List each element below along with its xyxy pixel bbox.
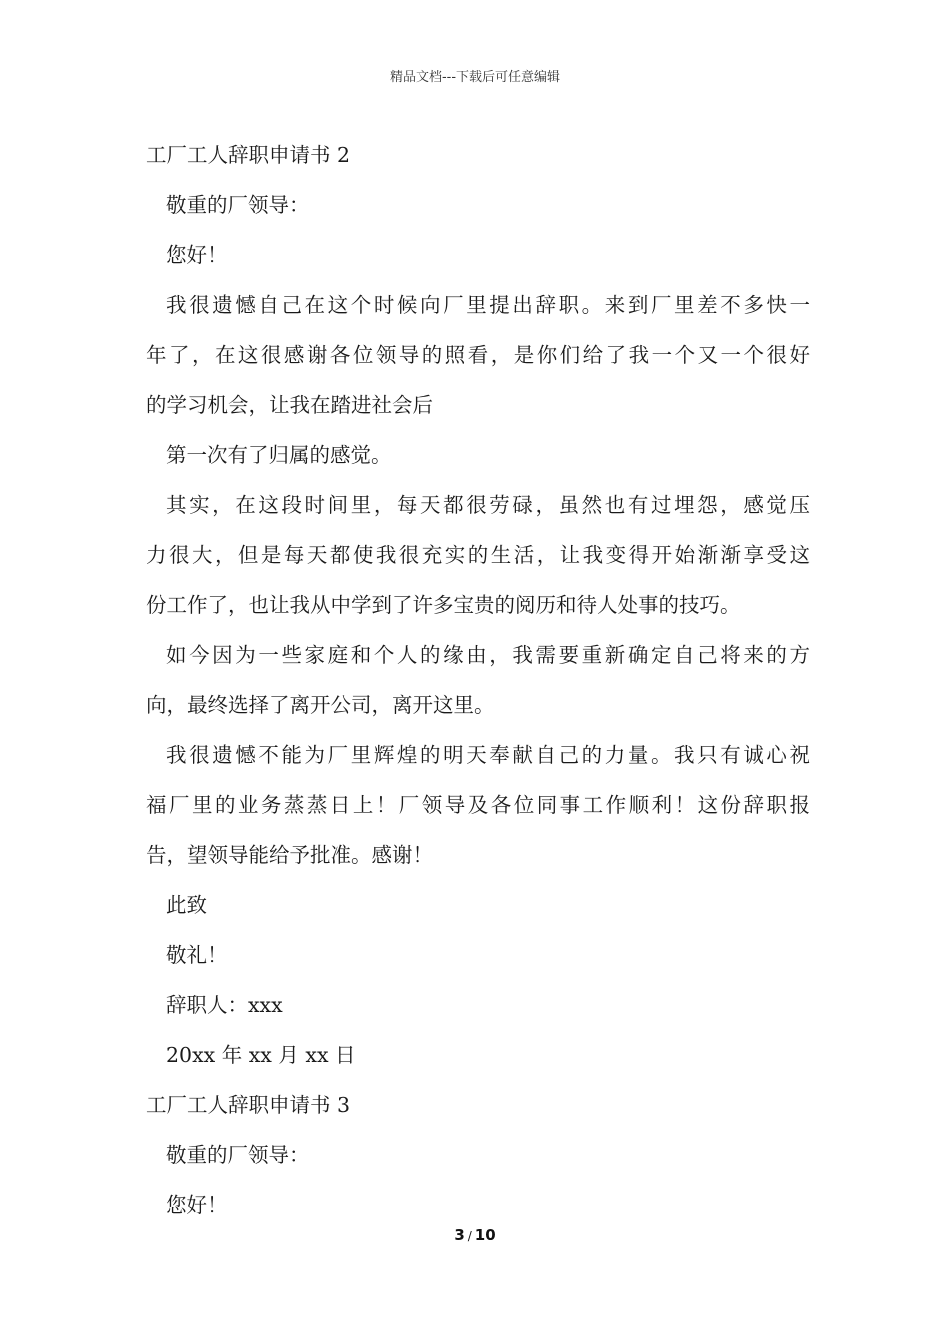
- paragraph-line: 第一次有了归属的感觉。: [166, 443, 392, 467]
- paragraph-line: 份工作了，也让我从中学到了许多宝贵的阅历和待人处事的技巧。: [146, 593, 741, 617]
- section-title: 工厂工人辞职申请书 2: [146, 143, 351, 167]
- paragraph-line: 的学习机会，让我在踏进社会后: [146, 393, 433, 417]
- paragraph-line: 向，最终选择了离开公司，离开这里。: [146, 693, 495, 717]
- closing-salute: 敬礼！: [166, 943, 228, 967]
- greeting: 您好！: [166, 243, 228, 267]
- paragraph-line: 如今因为一些家庭和个人的缘由，我需要重新确定自己将来的方: [166, 643, 810, 667]
- paragraph-line: 我很遗憾自己在这个时候向厂里提出辞职。来到厂里差不多快一: [166, 293, 810, 317]
- paragraph-line: 其实，在这段时间里，每天都很劳碌，虽然也有过埋怨，感觉压: [166, 493, 810, 517]
- section-title: 工厂工人辞职申请书 3: [146, 1093, 351, 1117]
- document-body: [146, 130, 810, 1230]
- paragraph-line: 告，望领导能给予批准。感谢！: [146, 843, 433, 867]
- paragraph-line: 年了，在这很感谢各位领导的照看，是你们给了我一个又一个很好: [146, 343, 810, 367]
- paragraph-line: 我很遗憾不能为厂里辉煌的明天奉献自己的力量。我只有诚心祝: [166, 743, 810, 767]
- total-pages: 10: [474, 1226, 496, 1244]
- salutation: 敬重的厂领导：: [166, 1143, 310, 1167]
- page-header: 精品文档---下载后可任意编辑: [389, 70, 561, 85]
- signature: 辞职人：xxx: [166, 993, 283, 1017]
- page-number: [0, 1226, 950, 1244]
- greeting: 您好！: [166, 1193, 228, 1217]
- current-page: 3: [454, 1226, 465, 1244]
- date-line: 20xx 年 xx 月 xx 日: [166, 1043, 356, 1067]
- closing: 此致: [166, 893, 207, 917]
- salutation: 敬重的厂领导：: [166, 193, 310, 217]
- paragraph-line: 福厂里的业务蒸蒸日上！厂领导及各位同事工作顺利！这份辞职报: [146, 793, 810, 817]
- paragraph-line: 力很大，但是每天都使我很充实的生活，让我变得开始渐渐享受这: [146, 543, 810, 567]
- page-separator: /: [467, 1229, 472, 1243]
